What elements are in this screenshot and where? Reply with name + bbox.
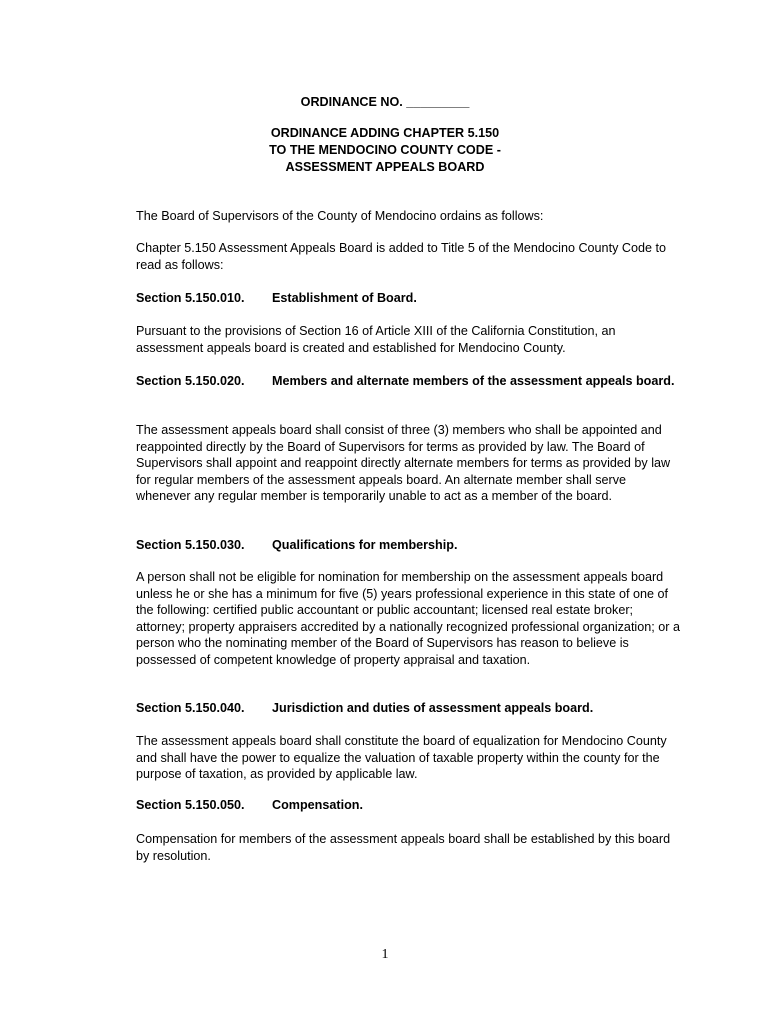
section-title: Establishment of Board. <box>272 291 417 305</box>
ordinance-title-line-3: ASSESSMENT APPEALS BOARD <box>285 160 485 174</box>
section-title: Compensation. <box>272 798 363 812</box>
section-heading-050 <box>136 797 681 814</box>
section-heading-020 <box>136 373 681 390</box>
section-title: Qualifications for membership. <box>272 538 458 552</box>
section-number: Section 5.150.010. <box>136 291 245 305</box>
ordinance-number: ORDINANCE NO. _________ <box>300 95 470 109</box>
section-body-010: Pursuant to the provisions of Section 16 of Article XIII of the California Constitution, an assessment appeals board is created and established for Mendocino County. <box>136 324 616 355</box>
ordinance-title-line-2: TO THE MENDOCINO COUNTY CODE - <box>269 143 501 157</box>
section-title: Members and alternate members of the assessment appeals board. <box>272 374 675 388</box>
section-title: Jurisdiction and duties of assessment appeals board. <box>272 701 594 715</box>
section-body-050: Compensation for members of the assessment appeals board shall be established by this board by resolution. <box>136 832 671 863</box>
intro-paragraph: The Board of Supervisors of the County of Mendocino ordains as follows: <box>136 209 544 223</box>
page-number: 1 <box>381 947 389 962</box>
chapter-paragraph: Chapter 5.150 Assessment Appeals Board is added to Title 5 of the Mendocino County Code to read as follows: <box>136 241 666 272</box>
section-heading-010 <box>136 290 681 307</box>
section-body-040: The assessment appeals board shall constitute the board of equalization for Mendocino County and shall have the power to equalize the valuation of taxable property within the county for the purpose of taxation, as provided by applicable law. <box>136 734 667 781</box>
section-number: Section 5.150.030. <box>136 538 245 552</box>
section-number: Section 5.150.050. <box>136 798 245 812</box>
section-number: Section 5.150.040. <box>136 701 245 715</box>
ordinance-title-line-1: ORDINANCE ADDING CHAPTER 5.150 <box>270 126 500 140</box>
section-heading-030 <box>136 537 681 554</box>
section-body-030: A person shall not be eligible for nomination for membership on the assessment appeals board unless he or she has a minimum for five (5) years professional experience in this state of one of the following: certified public accountant or public accountant; licensed real estate broker; attorney; property appraisers accredited by a nationally recognized professional organization; or a person who the nominating member of the Board of Supervisors has reason to believe is possessed of competent knowledge of property appraisal and taxation. <box>136 570 680 667</box>
section-body-020: The assessment appeals board shall consist of three (3) members who shall be appointed and reappointed directly by the Board of Supervisors for terms as provided by law. The Board of Supervisors shall appoint and reappoint directly alternate members for terms as provided by law for regular members of the assessment appeals board. An alternate member shall serve whenever any regular member is temporarily unable to act as a member of the board. <box>136 423 671 503</box>
section-heading-040 <box>136 700 681 717</box>
section-number: Section 5.150.020. <box>136 374 245 388</box>
